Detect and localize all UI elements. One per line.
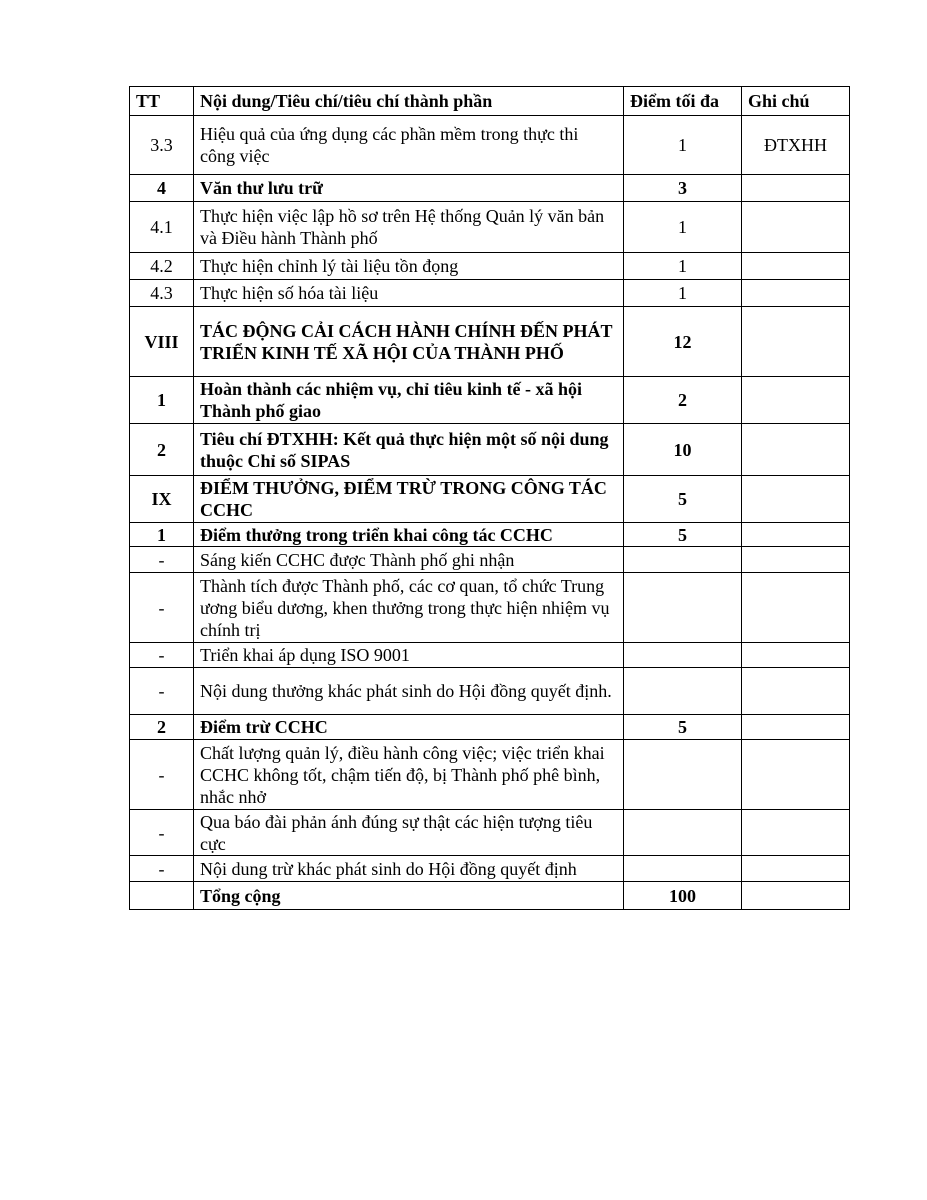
table-row [130, 573, 850, 643]
table-row [130, 253, 850, 280]
row-max-score [624, 810, 742, 856]
row-max-score: 1 [624, 202, 742, 253]
criteria-table [129, 86, 850, 910]
row-content: Tiêu chí ĐTXHH: Kết quả thực hiện một số nội dung thuộc Chỉ số SIPAS [194, 424, 624, 476]
row-number: 1 [130, 377, 194, 424]
row-max-score: 10 [624, 424, 742, 476]
row-content: Thực hiện số hóa tài liệu [194, 280, 624, 307]
row-content: Văn thư lưu trữ [194, 175, 624, 202]
table-row [130, 202, 850, 253]
row-number: 4.3 [130, 280, 194, 307]
row-note [742, 476, 850, 523]
row-number: - [130, 643, 194, 668]
row-number: IX [130, 476, 194, 523]
header-max-score: Điểm tối đa [624, 87, 742, 116]
row-content: Nội dung thưởng khác phát sinh do Hội đồng quyết định. [194, 668, 624, 715]
row-number: - [130, 856, 194, 882]
row-max-score: 5 [624, 715, 742, 740]
row-max-score: 2 [624, 377, 742, 424]
row-number: - [130, 573, 194, 643]
table-row [130, 643, 850, 668]
row-content: Nội dung trừ khác phát sinh do Hội đồng quyết định [194, 856, 624, 882]
table-row [130, 280, 850, 307]
table-row [130, 740, 850, 810]
row-max-score: 1 [624, 280, 742, 307]
table-row [130, 175, 850, 202]
row-content: Qua báo đài phản ánh đúng sự thật các hiện tượng tiêu cực [194, 810, 624, 856]
row-max-score: 5 [624, 476, 742, 523]
row-number: 2 [130, 715, 194, 740]
row-max-score [624, 740, 742, 810]
row-number: 1 [130, 523, 194, 547]
row-content: Điểm thưởng trong triển khai công tác CCHC [194, 523, 624, 547]
row-number: 3.3 [130, 116, 194, 175]
table-row [130, 856, 850, 882]
row-number: 4.1 [130, 202, 194, 253]
row-content: Hoàn thành các nhiệm vụ, chỉ tiêu kinh tế - xã hội Thành phố giao [194, 377, 624, 424]
row-content: Điểm trừ CCHC [194, 715, 624, 740]
row-note [742, 175, 850, 202]
row-note [742, 547, 850, 573]
row-content: Thực hiện việc lập hồ sơ trên Hệ thống Quản lý văn bản và Điều hành Thành phố [194, 202, 624, 253]
row-note [742, 573, 850, 643]
row-max-score [624, 643, 742, 668]
row-note [742, 202, 850, 253]
table-row [130, 715, 850, 740]
row-note [742, 715, 850, 740]
row-max-score: 1 [624, 253, 742, 280]
row-max-score [624, 573, 742, 643]
row-max-score: 5 [624, 523, 742, 547]
row-number: - [130, 547, 194, 573]
row-number [130, 882, 194, 910]
row-max-score [624, 547, 742, 573]
row-number: - [130, 740, 194, 810]
row-note [742, 523, 850, 547]
row-number: 4.2 [130, 253, 194, 280]
table-header-row [130, 87, 850, 116]
table-row [130, 882, 850, 910]
table-body [130, 116, 850, 910]
row-number: - [130, 668, 194, 715]
row-note [742, 253, 850, 280]
table-row [130, 523, 850, 547]
row-content: Chất lượng quản lý, điều hành công việc; việc triển khai CCHC không tốt, chậm tiến độ, bị Thành phố phê bình, nhắc nhở [194, 740, 624, 810]
row-note [742, 377, 850, 424]
row-number: - [130, 810, 194, 856]
row-content: Thành tích được Thành phố, các cơ quan, tổ chức Trung ương biểu dương, khen thưởng trong thực hiện nhiệm vụ chính trị [194, 573, 624, 643]
row-content: Hiệu quả của ứng dụng các phần mềm trong thực thi công việc [194, 116, 624, 175]
table-row [130, 116, 850, 175]
row-max-score: 100 [624, 882, 742, 910]
row-note [742, 643, 850, 668]
row-note [742, 307, 850, 377]
row-note [742, 280, 850, 307]
table-row [130, 307, 850, 377]
header-note: Ghi chú [742, 87, 850, 116]
row-content: ĐIỂM THƯỞNG, ĐIỂM TRỪ TRONG CÔNG TÁC CCHC [194, 476, 624, 523]
row-content: Thực hiện chỉnh lý tài liệu tồn đọng [194, 253, 624, 280]
row-max-score: 1 [624, 116, 742, 175]
table-row [130, 476, 850, 523]
row-max-score: 3 [624, 175, 742, 202]
header-content: Nội dung/Tiêu chí/tiêu chí thành phần [194, 87, 624, 116]
row-max-score [624, 668, 742, 715]
row-note [742, 668, 850, 715]
table-row [130, 424, 850, 476]
row-content: Tổng cộng [194, 882, 624, 910]
row-note [742, 424, 850, 476]
row-content: Sáng kiến CCHC được Thành phố ghi nhận [194, 547, 624, 573]
row-note: ĐTXHH [742, 116, 850, 175]
row-note [742, 740, 850, 810]
header-tt: TT [130, 87, 194, 116]
row-number: 2 [130, 424, 194, 476]
row-number: 4 [130, 175, 194, 202]
table-row [130, 547, 850, 573]
table-row [130, 377, 850, 424]
table-row [130, 668, 850, 715]
row-note [742, 882, 850, 910]
row-number: VIII [130, 307, 194, 377]
row-max-score: 12 [624, 307, 742, 377]
table-row [130, 810, 850, 856]
row-note [742, 856, 850, 882]
row-max-score [624, 856, 742, 882]
row-content: TÁC ĐỘNG CẢI CÁCH HÀNH CHÍNH ĐẾN PHÁT TRIỂN KINH TẾ XÃ HỘI CỦA THÀNH PHỐ [194, 307, 624, 377]
row-content: Triển khai áp dụng ISO 9001 [194, 643, 624, 668]
row-note [742, 810, 850, 856]
